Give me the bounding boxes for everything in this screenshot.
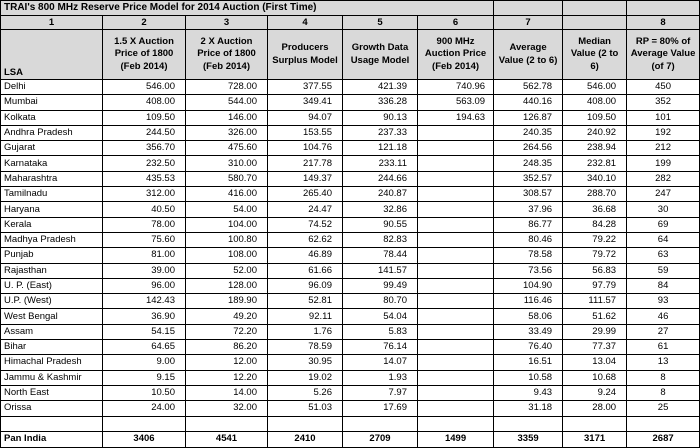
cell-value: 1.93 [343,370,418,385]
cell-value: 14.07 [343,355,418,370]
cell-value: 13.04 [563,355,627,370]
table-row [1,110,700,125]
column-header: RP = 80% of Average Value (of 7) [627,30,700,80]
cell-value: 96.00 [103,278,186,293]
cell-value: 56.83 [563,263,627,278]
column-number: 7 [494,16,563,30]
total-value: 3359 [494,431,563,447]
lsa-name: Rajasthan [1,263,103,278]
cell-value: 58.06 [494,309,563,324]
cell-value: 24.47 [268,202,343,217]
cell-value: 232.50 [103,156,186,171]
cell-value: 25 [627,401,700,416]
cell-value: 39.00 [103,263,186,278]
table-row [1,95,700,110]
cell-value: 408.00 [563,95,627,110]
cell-value: 421.39 [343,80,418,95]
column-number: 6 [418,16,494,30]
cell-value [418,156,494,171]
cell-value [418,370,494,385]
cell-value: 46.89 [268,248,343,263]
cell-value [418,385,494,400]
table-row [1,401,700,416]
cell-value: 52.81 [268,294,343,309]
cell-value: 69 [627,217,700,232]
blank-cell [268,416,343,431]
cell-value [418,401,494,416]
column-number: 5 [343,16,418,30]
cell-value: 75.60 [103,232,186,247]
blank-cell [627,416,700,431]
total-value: 2687 [627,431,700,447]
cell-value [418,263,494,278]
cell-value: 74.52 [268,217,343,232]
total-value: 2410 [268,431,343,447]
cell-value: 546.00 [103,80,186,95]
column-header: 2 X Auction Price of 1800 (Feb 2014) [186,30,268,80]
lsa-name: Bihar [1,340,103,355]
cell-value: 9.15 [103,370,186,385]
cell-value [418,248,494,263]
column-number: 8 [627,16,700,30]
cell-value: 17.69 [343,401,418,416]
cell-value [418,309,494,324]
cell-value: 33.49 [494,324,563,339]
cell-value: 356.70 [103,141,186,156]
cell-value: 54.15 [103,324,186,339]
cell-value: 192 [627,125,700,140]
cell-value: 104.76 [268,141,343,156]
cell-value [418,217,494,232]
table-row [1,171,700,186]
cell-value: 54.04 [343,309,418,324]
cell-value: 312.00 [103,187,186,202]
lsa-name: Delhi [1,80,103,95]
cell-value: 563.09 [418,95,494,110]
table-row [1,309,700,324]
column-number: 4 [268,16,343,30]
cell-value [418,340,494,355]
cell-value: 100.80 [186,232,268,247]
cell-value: 450 [627,80,700,95]
cell-value: 310.00 [186,156,268,171]
table-row [1,202,700,217]
table-row [1,263,700,278]
cell-value [418,171,494,186]
cell-value: 63 [627,248,700,263]
blank-cell [103,416,186,431]
cell-value: 59 [627,263,700,278]
cell-value: 10.50 [103,385,186,400]
lsa-name: Maharashtra [1,171,103,186]
cell-value [418,187,494,202]
cell-value: 97.79 [563,278,627,293]
cell-value: 76.14 [343,340,418,355]
column-number: 3 [186,16,268,30]
cell-value [418,202,494,217]
cell-value: 12.00 [186,355,268,370]
cell-value: 10.68 [563,370,627,385]
cell-value: 108.00 [186,248,268,263]
cell-value: 40.50 [103,202,186,217]
lsa-name: Assam [1,324,103,339]
cell-value: 93 [627,294,700,309]
cell-value: 580.70 [186,171,268,186]
cell-value: 562.78 [494,80,563,95]
table-row [1,294,700,309]
blank-cell [1,416,103,431]
cell-value: 36.90 [103,309,186,324]
cell-value: 116.46 [494,294,563,309]
cell-value: 194.63 [418,110,494,125]
cell-value: 80.46 [494,232,563,247]
cell-value [418,324,494,339]
cell-value: 62.62 [268,232,343,247]
cell-value: 121.18 [343,141,418,156]
cell-value: 440.16 [494,95,563,110]
lsa-name: Mumbai [1,95,103,110]
cell-value: 326.00 [186,125,268,140]
total-value: 4541 [186,431,268,447]
cell-value: 51.03 [268,401,343,416]
cell-value: 435.53 [103,171,186,186]
cell-value: 240.92 [563,125,627,140]
cell-value: 728.00 [186,80,268,95]
cell-value: 5.83 [343,324,418,339]
cell-value: 199 [627,156,700,171]
cell-value: 244.66 [343,171,418,186]
cell-value: 104.90 [494,278,563,293]
table-row [1,80,700,95]
table-row [1,278,700,293]
cell-value: 76.40 [494,340,563,355]
lsa-name: Orissa [1,401,103,416]
table-title: TRAI's 800 MHz Reserve Price Model for 2014 Auction (First Time) [1,1,494,16]
cell-value: 54.00 [186,202,268,217]
cell-value: 49.20 [186,309,268,324]
cell-value: 29.99 [563,324,627,339]
table-row [1,187,700,202]
column-number: 2 [103,16,186,30]
cell-value: 79.72 [563,248,627,263]
cell-value: 126.87 [494,110,563,125]
cell-value: 84.28 [563,217,627,232]
column-header: Average Value (2 to 6) [494,30,563,80]
cell-value: 9.43 [494,385,563,400]
cell-value [418,355,494,370]
cell-value: 101 [627,110,700,125]
cell-value: 61 [627,340,700,355]
cell-value: 740.96 [418,80,494,95]
cell-value: 77.37 [563,340,627,355]
total-value: 3406 [103,431,186,447]
blank-cell [563,416,627,431]
table-row [1,156,700,171]
cell-value: 247 [627,187,700,202]
lsa-name: Madhya Pradesh [1,232,103,247]
cell-value: 288.70 [563,187,627,202]
cell-value: 240.35 [494,125,563,140]
cell-value: 52.00 [186,263,268,278]
cell-value: 92.11 [268,309,343,324]
column-header: Median Value (2 to 6) [563,30,627,80]
title-row [1,1,700,16]
column-header: 1.5 X Auction Price of 1800 (Feb 2014) [103,30,186,80]
lsa-name: Himachal Pradesh [1,355,103,370]
cell-value: 7.97 [343,385,418,400]
lsa-name: West Bengal [1,309,103,324]
cell-value: 244.50 [103,125,186,140]
lsa-name: Tamilnadu [1,187,103,202]
cell-value: 146.00 [186,110,268,125]
column-number-row [1,16,700,30]
cell-value: 141.57 [343,263,418,278]
column-header: Producers Surplus Model [268,30,343,80]
cell-value: 352.57 [494,171,563,186]
cell-value: 352 [627,95,700,110]
table-row [1,370,700,385]
table-row [1,217,700,232]
cell-value: 80.70 [343,294,418,309]
cell-value: 149.37 [268,171,343,186]
cell-value: 27 [627,324,700,339]
blank-cell [343,416,418,431]
cell-value: 31.18 [494,401,563,416]
cell-value: 32.86 [343,202,418,217]
cell-value: 142.43 [103,294,186,309]
table-row [1,125,700,140]
cell-value: 248.35 [494,156,563,171]
cell-value: 51.62 [563,309,627,324]
header-row [1,30,700,80]
cell-value: 19.02 [268,370,343,385]
blank-cell [494,416,563,431]
cell-value: 30.95 [268,355,343,370]
cell-value [418,232,494,247]
cell-value: 153.55 [268,125,343,140]
cell-value: 64.65 [103,340,186,355]
cell-value [418,141,494,156]
table-row [1,248,700,263]
cell-value: 32.00 [186,401,268,416]
cell-value: 1.76 [268,324,343,339]
cell-value: 78.58 [494,248,563,263]
cell-value: 104.00 [186,217,268,232]
cell-value: 78.44 [343,248,418,263]
cell-value: 96.09 [268,278,343,293]
cell-value: 109.50 [563,110,627,125]
cell-value: 232.81 [563,156,627,171]
cell-value: 282 [627,171,700,186]
cell-value: 72.20 [186,324,268,339]
lsa-name: Karnataka [1,156,103,171]
cell-value [418,294,494,309]
cell-value: 81.00 [103,248,186,263]
cell-value: 237.33 [343,125,418,140]
total-value: 1499 [418,431,494,447]
cell-value: 5.26 [268,385,343,400]
total-row [1,431,700,447]
blank-row [1,416,700,431]
cell-value: 84 [627,278,700,293]
cell-value: 78.00 [103,217,186,232]
lsa-name: Andhra Pradesh [1,125,103,140]
cell-value: 240.87 [343,187,418,202]
cell-value: 61.66 [268,263,343,278]
cell-value: 36.68 [563,202,627,217]
cell-value: 340.10 [563,171,627,186]
cell-value: 416.00 [186,187,268,202]
table-row [1,232,700,247]
column-header: 900 MHz Auction Price (Feb 2014) [418,30,494,80]
cell-value: 24.00 [103,401,186,416]
cell-value: 90.55 [343,217,418,232]
cell-value: 111.57 [563,294,627,309]
table-row [1,141,700,156]
cell-value: 73.56 [494,263,563,278]
cell-value: 10.58 [494,370,563,385]
column-header: Growth Data Usage Model [343,30,418,80]
cell-value: 212 [627,141,700,156]
cell-value: 37.96 [494,202,563,217]
cell-value: 336.28 [343,95,418,110]
cell-value: 475.60 [186,141,268,156]
column-header: LSA [1,30,103,80]
cell-value: 94.07 [268,110,343,125]
cell-value: 8 [627,370,700,385]
table-row [1,355,700,370]
total-value: 2709 [343,431,418,447]
cell-value: 16.51 [494,355,563,370]
cell-value: 546.00 [563,80,627,95]
cell-value: 189.90 [186,294,268,309]
cell-value: 78.59 [268,340,343,355]
cell-value: 90.13 [343,110,418,125]
cell-value: 217.78 [268,156,343,171]
column-number [563,16,627,30]
cell-value: 8 [627,385,700,400]
cell-value: 544.00 [186,95,268,110]
table-row [1,324,700,339]
cell-value: 46 [627,309,700,324]
lsa-name: Kerala [1,217,103,232]
lsa-name: Punjab [1,248,103,263]
cell-value: 64 [627,232,700,247]
table-row [1,385,700,400]
cell-value: 13 [627,355,700,370]
cell-value: 28.00 [563,401,627,416]
blank-cell [186,416,268,431]
total-label: Pan India [1,431,103,447]
cell-value: 308.57 [494,187,563,202]
cell-value: 349.41 [268,95,343,110]
cell-value: 86.20 [186,340,268,355]
lsa-name: Kolkata [1,110,103,125]
cell-value: 264.56 [494,141,563,156]
cell-value: 79.22 [563,232,627,247]
cell-value: 408.00 [103,95,186,110]
cell-value: 99.49 [343,278,418,293]
blank-cell [418,416,494,431]
lsa-name: Gujarat [1,141,103,156]
table-row [1,340,700,355]
cell-value: 82.83 [343,232,418,247]
lsa-name: Jammu & Kashmir [1,370,103,385]
cell-value: 30 [627,202,700,217]
cell-value: 9.00 [103,355,186,370]
lsa-name: North East [1,385,103,400]
cell-value: 109.50 [103,110,186,125]
cell-value: 377.55 [268,80,343,95]
total-value: 3171 [563,431,627,447]
cell-value: 238.94 [563,141,627,156]
column-number: 1 [1,16,103,30]
cell-value [418,278,494,293]
lsa-name: U.P. (West) [1,294,103,309]
cell-value: 128.00 [186,278,268,293]
cell-value: 12.20 [186,370,268,385]
cell-value: 86.77 [494,217,563,232]
cell-value [418,125,494,140]
cell-value: 14.00 [186,385,268,400]
lsa-name: Haryana [1,202,103,217]
cell-value: 9.24 [563,385,627,400]
lsa-name: U. P. (East) [1,278,103,293]
cell-value: 265.40 [268,187,343,202]
cell-value: 233.11 [343,156,418,171]
